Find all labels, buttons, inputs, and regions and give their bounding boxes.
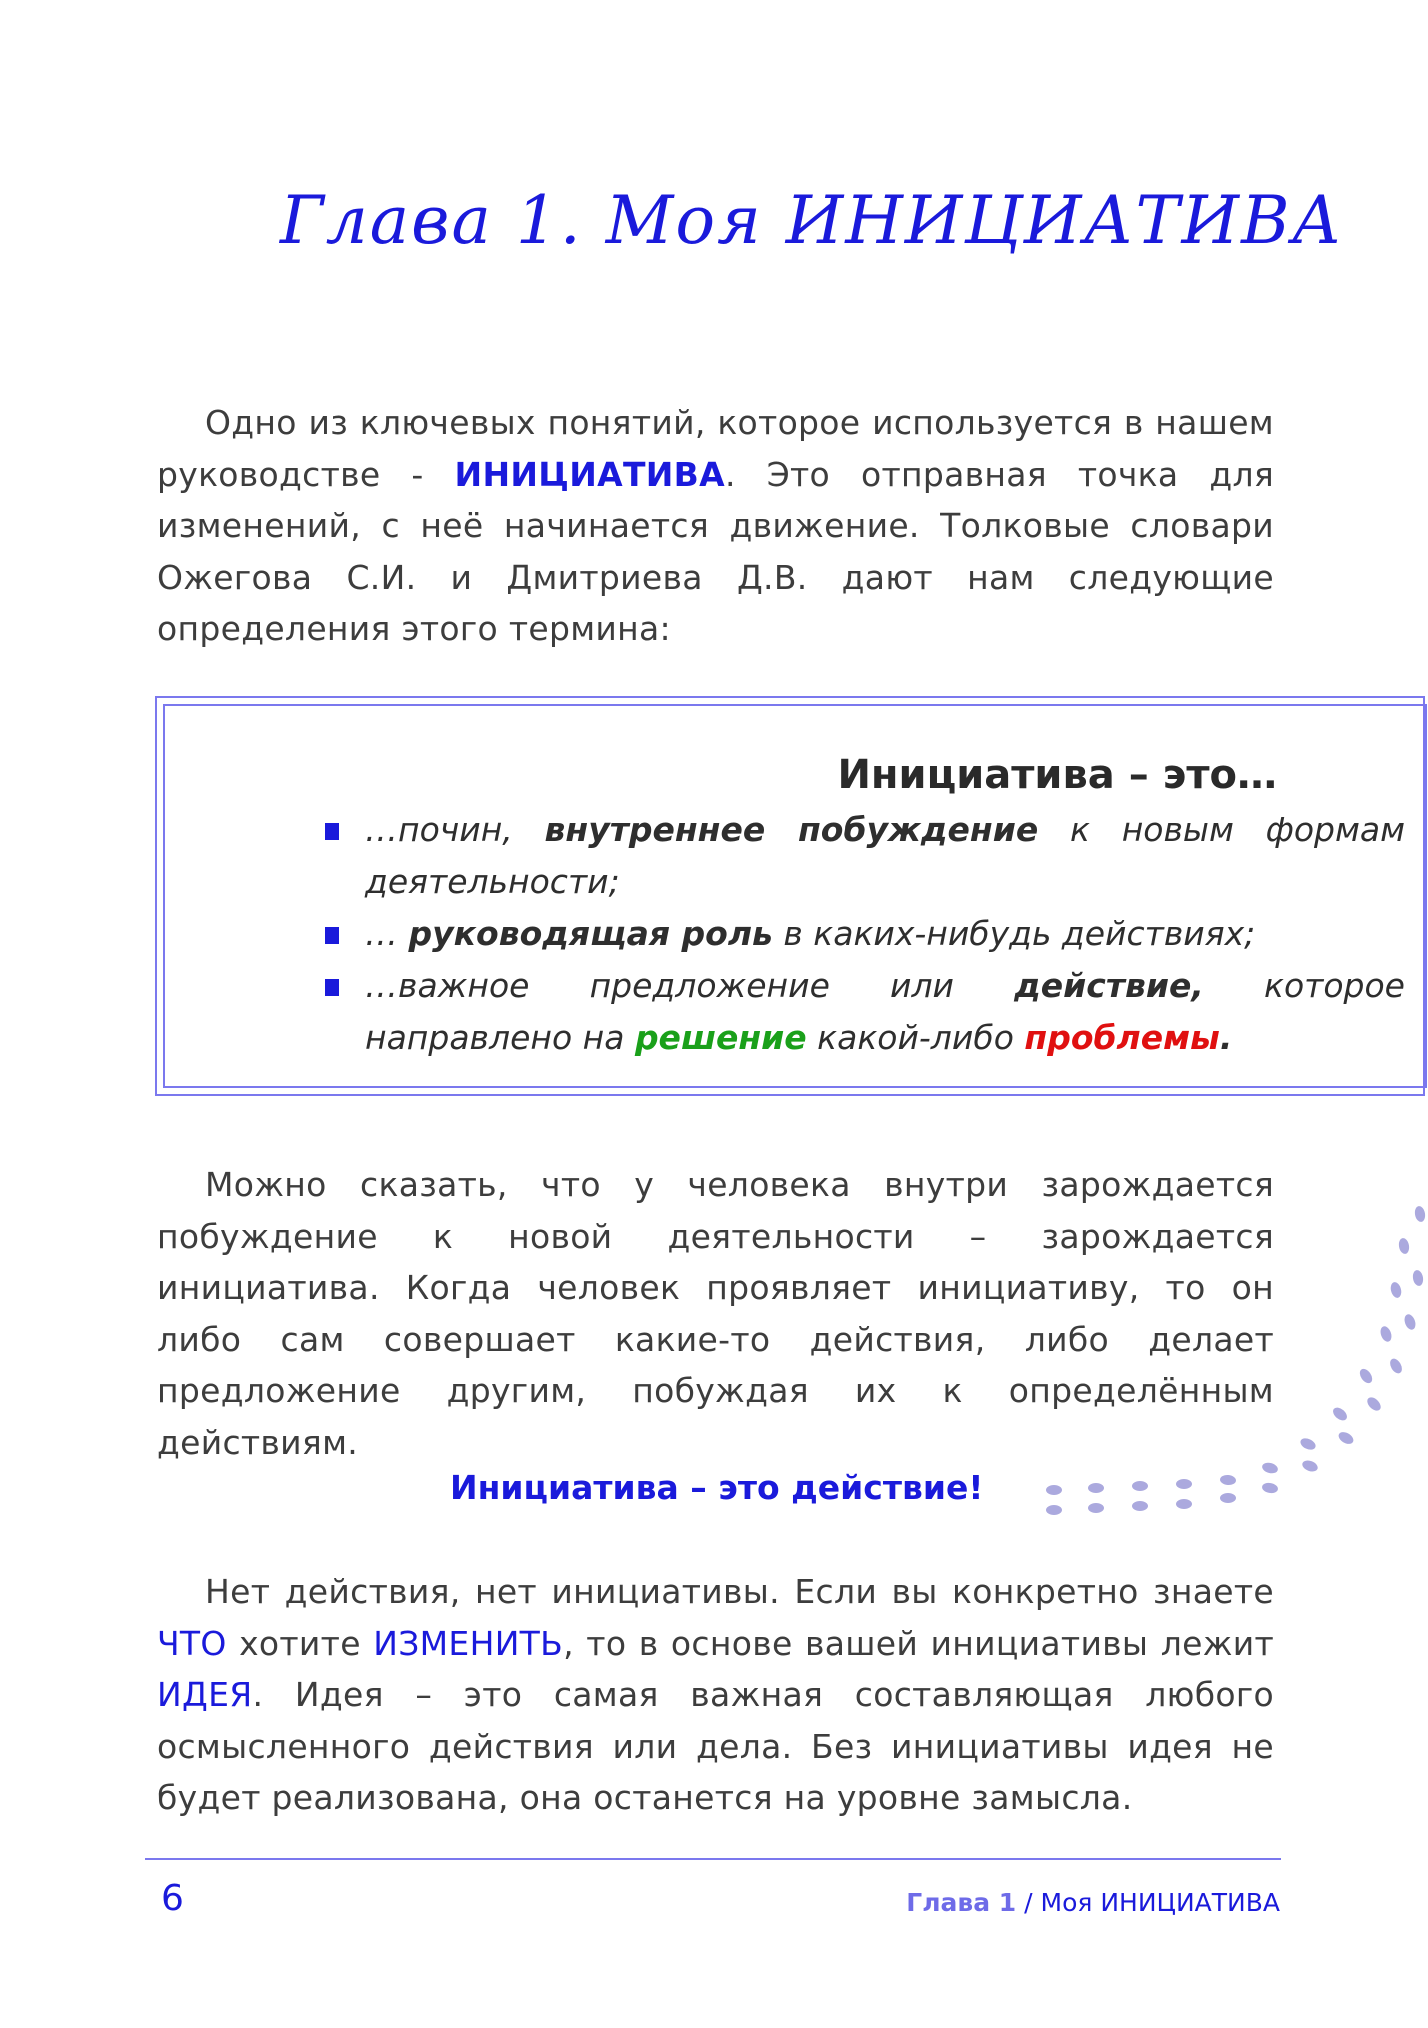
running-header-chapter: Глава 1 xyxy=(906,1888,1017,1917)
definition-box xyxy=(155,696,1425,1096)
highlight-change: ИЗМЕНИТЬ xyxy=(373,1623,564,1663)
square-bullet-icon xyxy=(325,823,339,840)
definition-3-mid: какой-либо xyxy=(806,1018,1025,1057)
definition-3-green: решение xyxy=(634,1018,807,1057)
definition-2-bold: руководящая роль xyxy=(408,914,773,953)
paragraph-3-text-4: . Идея – это самая важная составляющая любого осмысленного действия или дела. Без инициативы идея не будет реализована, она останется на уровне замысла. xyxy=(157,1675,1274,1817)
intro-text-1: Одно из ключевых понятий, которое используется в нашем руководстве - xyxy=(157,403,1274,494)
list-item xyxy=(325,804,1405,908)
running-header-title: / Моя ИНИЦИАТИВА xyxy=(1016,1888,1280,1917)
definition-list xyxy=(325,804,1405,1064)
definition-3-end: . xyxy=(1219,1018,1233,1057)
square-bullet-icon xyxy=(325,979,339,996)
paragraph-3 xyxy=(157,1566,1274,1824)
intro-text-2: . Это отправная точка для изменений, с неё начинается движение. Толковые словари Ожегова С.И. и Дмитриева Д.В. дают нам следующие определения этого термина: xyxy=(157,454,1274,648)
definition-3-red: проблемы xyxy=(1024,1018,1220,1057)
intro-keyword: ИНИЦИАТИВА xyxy=(454,454,725,494)
definition-3-bold: действие, xyxy=(1014,966,1204,1005)
definition-2-text: … xyxy=(365,914,409,953)
definition-3-text: …важное предложение или xyxy=(365,966,1015,1005)
slogan: Инициатива – это действие! xyxy=(450,1468,984,1507)
footer-divider xyxy=(145,1858,1281,1860)
paragraph-3-text-1: Нет действия, нет инициативы. Если вы конкретно знаете xyxy=(205,1572,1274,1611)
definition-1-rest: к новым формам деятельности; xyxy=(365,810,1405,901)
paragraph-3-text-2: хотите xyxy=(226,1623,374,1663)
definition-3-rest: которое направлено на xyxy=(365,966,1405,1057)
list-item xyxy=(325,960,1405,1064)
running-header xyxy=(906,1888,1280,1917)
definition-1-text: …почин, xyxy=(365,810,545,849)
highlight-idea: ИДЕЯ xyxy=(157,1675,253,1714)
intro-paragraph xyxy=(157,397,1274,655)
footsteps-icon xyxy=(1000,1190,1428,1520)
paragraph-2-text: Можно сказать, что у человека внутри зарождается побуждение к новой деятельности – зарождается инициатива. Когда человек проявляет инициативу, то он либо сам совершает какие-то действия, либо делает предложение другим, побуждая их к определённым действиям. xyxy=(157,1165,1274,1462)
list-item xyxy=(325,908,1405,960)
paragraph-3-text-3: , то в основе вашей инициативы лежит xyxy=(563,1623,1275,1663)
square-bullet-icon xyxy=(325,927,339,944)
definition-1-bold: внутреннее побуждение xyxy=(544,810,1039,849)
definition-heading: Инициатива – это… xyxy=(837,752,1277,798)
page-number: 6 xyxy=(161,1878,184,1919)
definition-2-rest: в каких-нибудь действиях; xyxy=(772,914,1256,953)
highlight-what: ЧТО xyxy=(157,1623,227,1663)
chapter-title: Глава 1. Моя ИНИЦИАТИВА xyxy=(280,182,1344,259)
